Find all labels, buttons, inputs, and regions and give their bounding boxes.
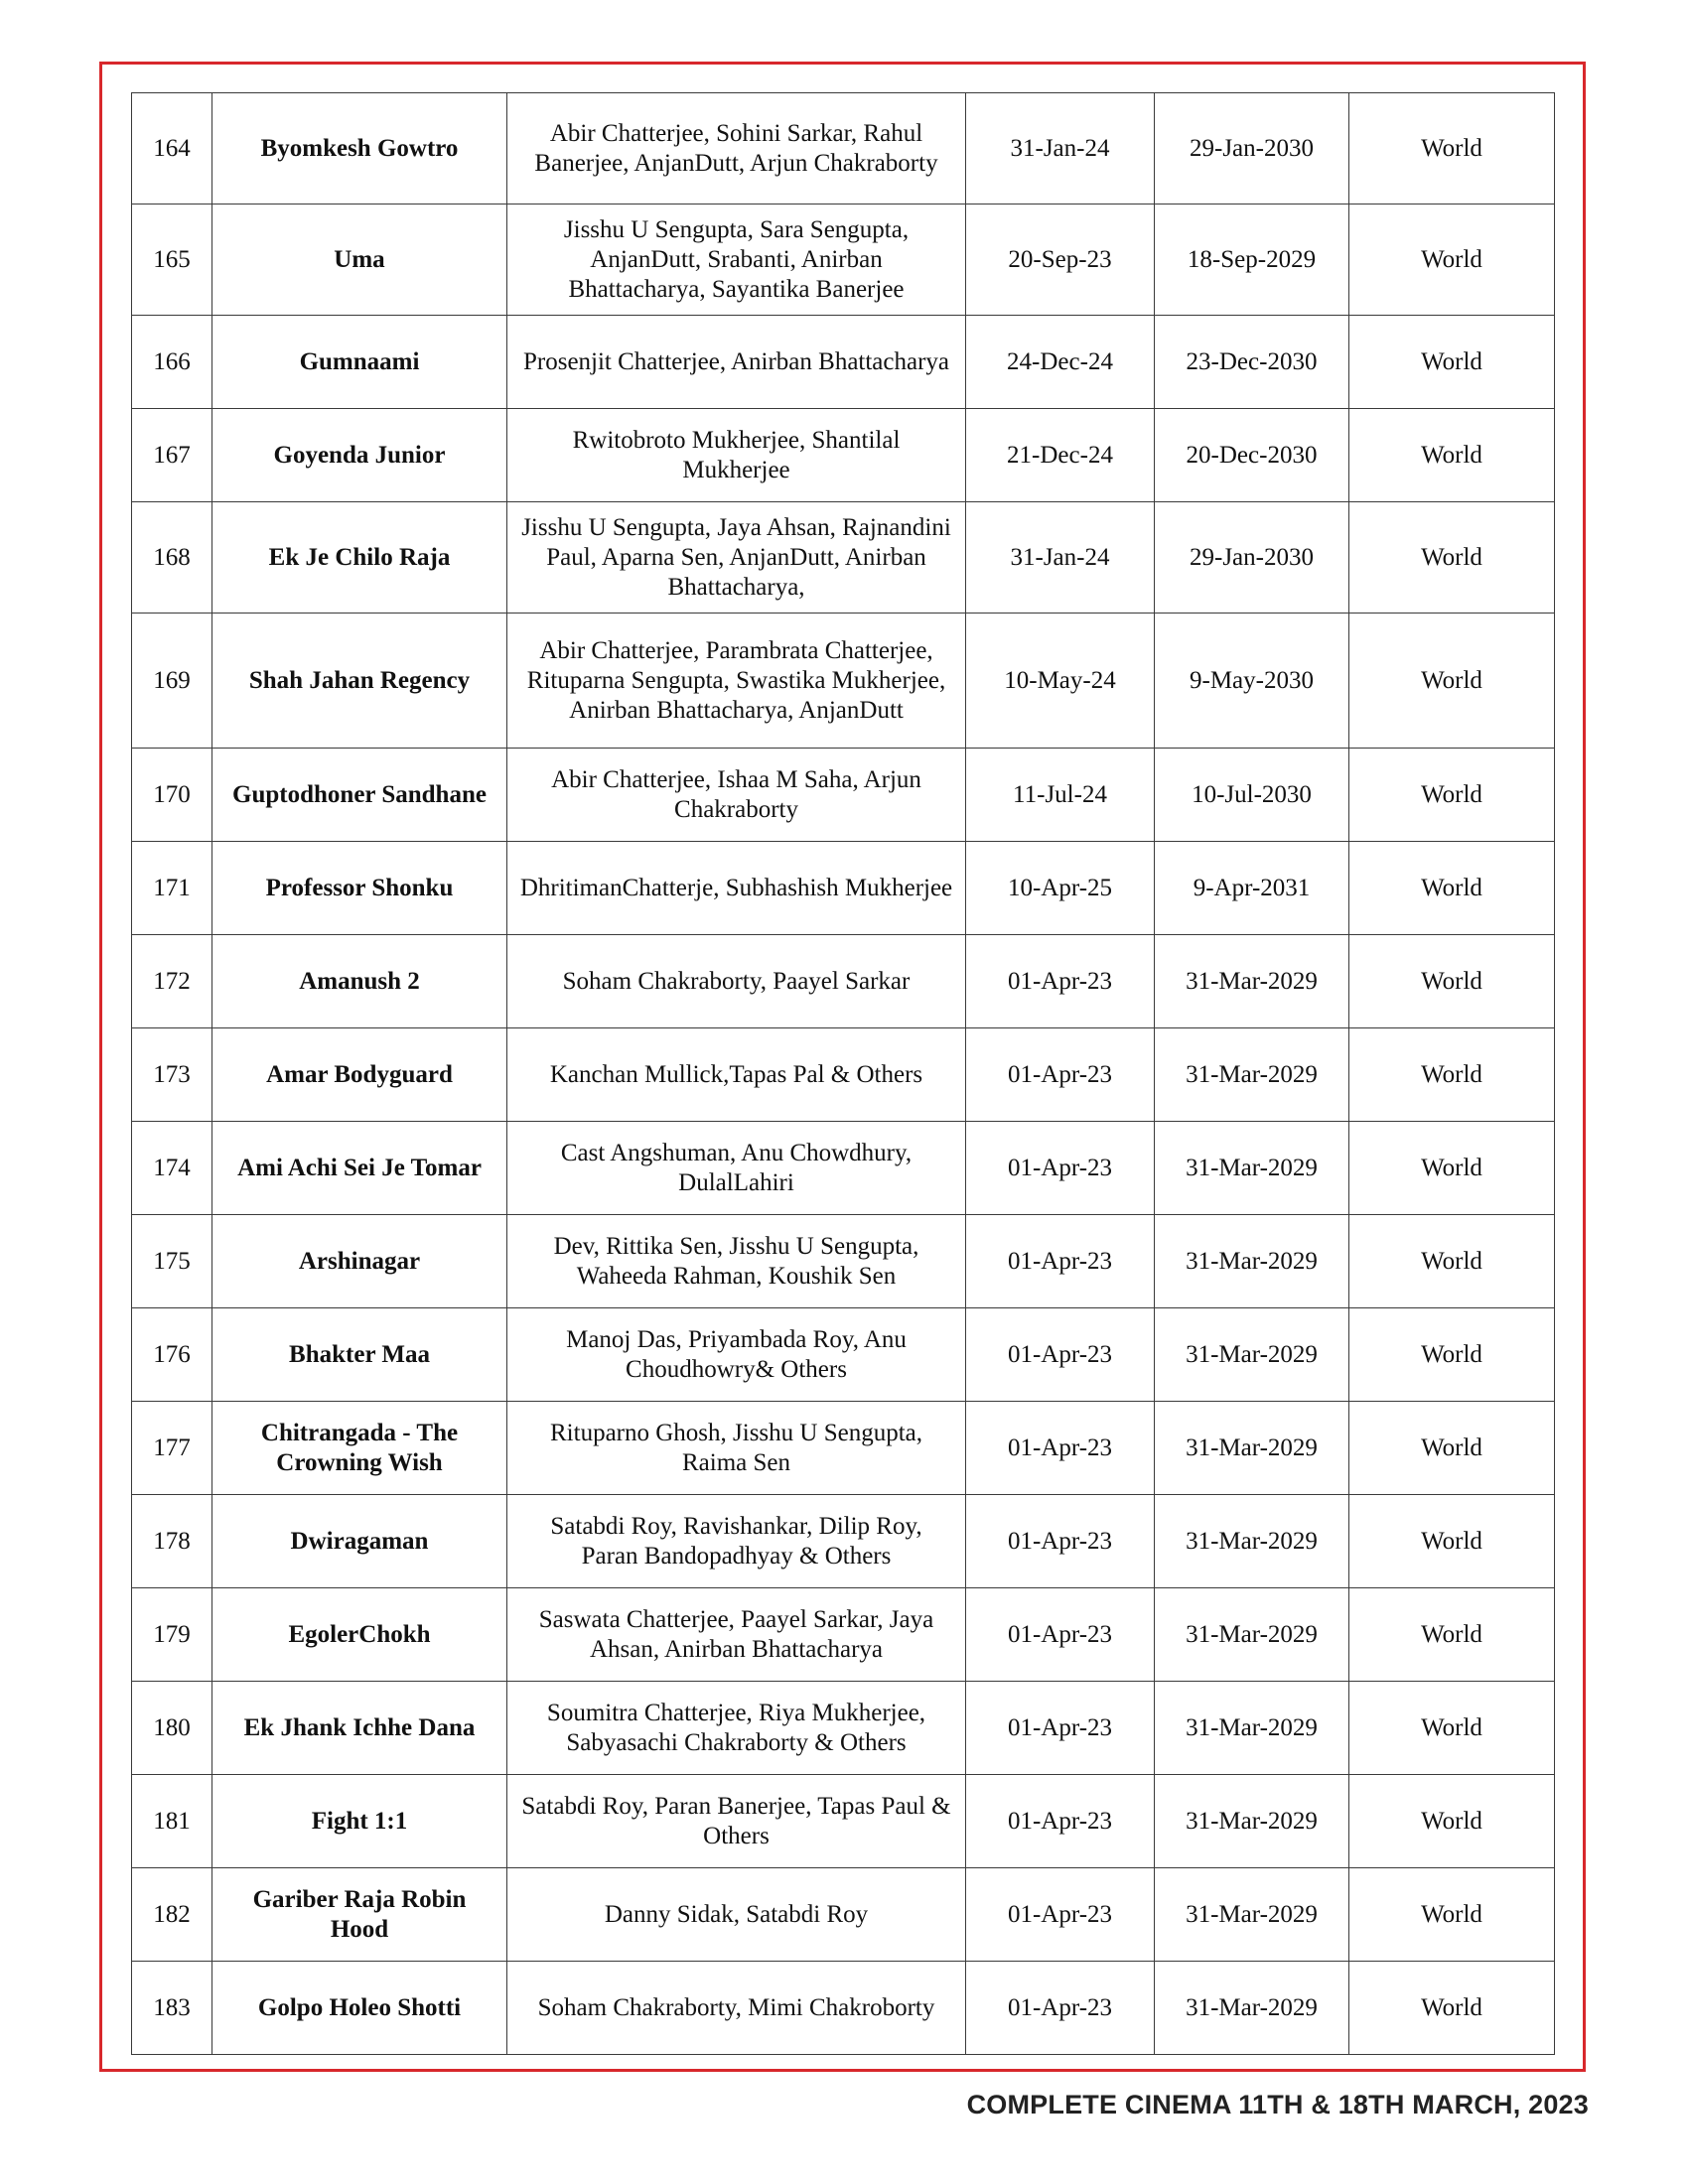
film-cast: Soham Chakraborty, Paayel Sarkar <box>507 935 966 1028</box>
table-row <box>132 1308 1555 1402</box>
territory: World <box>1349 502 1555 614</box>
row-number: 169 <box>132 614 212 749</box>
rights-end-date: 20-Dec-2030 <box>1155 409 1349 502</box>
film-cast: Danny Sidak, Satabdi Roy <box>507 1868 966 1962</box>
film-title: EgolerChokh <box>212 1588 507 1682</box>
row-number: 179 <box>132 1588 212 1682</box>
footer-publication-label: COMPLETE CINEMA 11TH & 18TH MARCH, 2023 <box>966 2090 1589 2119</box>
rights-end-date: 29-Jan-2030 <box>1155 502 1349 614</box>
rights-start-date: 01-Apr-23 <box>966 1775 1155 1868</box>
film-cast: Kanchan Mullick,Tapas Pal & Others <box>507 1028 966 1122</box>
film-cast: Satabdi Roy, Paran Banerjee, Tapas Paul & Others <box>507 1775 966 1868</box>
rights-end-date: 31-Mar-2029 <box>1155 1122 1349 1215</box>
territory: World <box>1349 93 1555 205</box>
rights-start-date: 31-Jan-24 <box>966 93 1155 205</box>
rights-start-date: 24-Dec-24 <box>966 316 1155 409</box>
rights-start-date: 01-Apr-23 <box>966 935 1155 1028</box>
territory: World <box>1349 614 1555 749</box>
rights-start-date: 10-Apr-25 <box>966 842 1155 935</box>
film-cast: Abir Chatterjee, Sohini Sarkar, Rahul Banerjee, AnjanDutt, Arjun Chakraborty <box>507 93 966 205</box>
film-cast: Rwitobroto Mukherjee, Shantilal Mukherjee <box>507 409 966 502</box>
table-row <box>132 1028 1555 1122</box>
row-number: 170 <box>132 749 212 842</box>
table-row <box>132 1215 1555 1308</box>
row-number: 164 <box>132 93 212 205</box>
table-row <box>132 614 1555 749</box>
film-title: Gariber Raja Robin Hood <box>212 1868 507 1962</box>
rights-end-date: 23-Dec-2030 <box>1155 316 1349 409</box>
rights-start-date: 11-Jul-24 <box>966 749 1155 842</box>
film-title: Shah Jahan Regency <box>212 614 507 749</box>
rights-end-date: 31-Mar-2029 <box>1155 1308 1349 1402</box>
table-row <box>132 1962 1555 2055</box>
rights-start-date: 01-Apr-23 <box>966 1402 1155 1495</box>
rights-start-date: 10-May-24 <box>966 614 1155 749</box>
table-row <box>132 1775 1555 1868</box>
rights-start-date: 01-Apr-23 <box>966 1682 1155 1775</box>
film-cast: Jisshu U Sengupta, Sara Sengupta, AnjanDutt, Srabanti, Anirban Bhattacharya, Sayantika Banerjee <box>507 205 966 316</box>
row-number: 171 <box>132 842 212 935</box>
film-title: Amanush 2 <box>212 935 507 1028</box>
table-row <box>132 93 1555 205</box>
film-cast: Soumitra Chatterjee, Riya Mukherjee, Sabyasachi Chakraborty & Others <box>507 1682 966 1775</box>
territory: World <box>1349 749 1555 842</box>
rights-start-date: 31-Jan-24 <box>966 502 1155 614</box>
film-cast: Satabdi Roy, Ravishankar, Dilip Roy, Paran Bandopadhyay & Others <box>507 1495 966 1588</box>
row-number: 180 <box>132 1682 212 1775</box>
rights-start-date: 01-Apr-23 <box>966 1122 1155 1215</box>
film-cast: DhritimanChatterje, Subhashish Mukherjee <box>507 842 966 935</box>
table-row <box>132 935 1555 1028</box>
film-title: Ek Je Chilo Raja <box>212 502 507 614</box>
rights-end-date: 31-Mar-2029 <box>1155 1682 1349 1775</box>
rights-end-date: 31-Mar-2029 <box>1155 1402 1349 1495</box>
row-number: 165 <box>132 205 212 316</box>
table-row <box>132 1868 1555 1962</box>
territory: World <box>1349 935 1555 1028</box>
film-cast: Jisshu U Sengupta, Jaya Ahsan, Rajnandini Paul, Aparna Sen, AnjanDutt, Anirban Bhattacharya, <box>507 502 966 614</box>
row-number: 183 <box>132 1962 212 2055</box>
film-title: Guptodhoner Sandhane <box>212 749 507 842</box>
film-title: Gumnaami <box>212 316 507 409</box>
film-title: Fight 1:1 <box>212 1775 507 1868</box>
row-number: 182 <box>132 1868 212 1962</box>
film-title: Dwiragaman <box>212 1495 507 1588</box>
table-row <box>132 1588 1555 1682</box>
film-cast: Rituparno Ghosh, Jisshu U Sengupta, Raima Sen <box>507 1402 966 1495</box>
film-cast: Cast Angshuman, Anu Chowdhury, DulalLahiri <box>507 1122 966 1215</box>
row-number: 172 <box>132 935 212 1028</box>
territory: World <box>1349 1868 1555 1962</box>
row-number: 175 <box>132 1215 212 1308</box>
territory: World <box>1349 1588 1555 1682</box>
rights-start-date: 20-Sep-23 <box>966 205 1155 316</box>
film-title: Uma <box>212 205 507 316</box>
film-title: Golpo Holeo Shotti <box>212 1962 507 2055</box>
table-row <box>132 1122 1555 1215</box>
film-title: Ami Achi Sei Je Tomar <box>212 1122 507 1215</box>
table-row <box>132 842 1555 935</box>
rights-end-date: 31-Mar-2029 <box>1155 1495 1349 1588</box>
territory: World <box>1349 1682 1555 1775</box>
film-title: Bhakter Maa <box>212 1308 507 1402</box>
rights-end-date: 31-Mar-2029 <box>1155 1775 1349 1868</box>
film-title: Ek Jhank Ichhe Dana <box>212 1682 507 1775</box>
rights-end-date: 9-Apr-2031 <box>1155 842 1349 935</box>
table-row <box>132 205 1555 316</box>
rights-start-date: 01-Apr-23 <box>966 1215 1155 1308</box>
film-title: Amar Bodyguard <box>212 1028 507 1122</box>
row-number: 181 <box>132 1775 212 1868</box>
film-cast: Soham Chakraborty, Mimi Chakroborty <box>507 1962 966 2055</box>
territory: World <box>1349 409 1555 502</box>
rights-start-date: 01-Apr-23 <box>966 1962 1155 2055</box>
rights-end-date: 18-Sep-2029 <box>1155 205 1349 316</box>
table-row <box>132 749 1555 842</box>
table-row <box>132 409 1555 502</box>
rights-end-date: 10-Jul-2030 <box>1155 749 1349 842</box>
film-title: Arshinagar <box>212 1215 507 1308</box>
territory: World <box>1349 1308 1555 1402</box>
film-title: Chitrangada - The Crowning Wish <box>212 1402 507 1495</box>
row-number: 176 <box>132 1308 212 1402</box>
rights-end-date: 29-Jan-2030 <box>1155 93 1349 205</box>
rights-end-date: 31-Mar-2029 <box>1155 1962 1349 2055</box>
rights-start-date: 01-Apr-23 <box>966 1028 1155 1122</box>
film-cast: Abir Chatterjee, Ishaa M Saha, Arjun Chakraborty <box>507 749 966 842</box>
table-row <box>132 1495 1555 1588</box>
film-title: Byomkesh Gowtro <box>212 93 507 205</box>
territory: World <box>1349 1402 1555 1495</box>
film-cast: Manoj Das, Priyambada Roy, Anu Choudhowry& Others <box>507 1308 966 1402</box>
territory: World <box>1349 1962 1555 2055</box>
rights-end-date: 31-Mar-2029 <box>1155 935 1349 1028</box>
table-row <box>132 502 1555 614</box>
territory: World <box>1349 1122 1555 1215</box>
row-number: 168 <box>132 502 212 614</box>
rights-end-date: 31-Mar-2029 <box>1155 1215 1349 1308</box>
row-number: 167 <box>132 409 212 502</box>
row-number: 178 <box>132 1495 212 1588</box>
table-row <box>132 1682 1555 1775</box>
rights-start-date: 21-Dec-24 <box>966 409 1155 502</box>
film-cast: Prosenjit Chatterjee, Anirban Bhattacharya <box>507 316 966 409</box>
rights-end-date: 31-Mar-2029 <box>1155 1588 1349 1682</box>
rights-start-date: 01-Apr-23 <box>966 1308 1155 1402</box>
rights-start-date: 01-Apr-23 <box>966 1588 1155 1682</box>
rights-end-date: 31-Mar-2029 <box>1155 1028 1349 1122</box>
film-title: Goyenda Junior <box>212 409 507 502</box>
territory: World <box>1349 1215 1555 1308</box>
rights-start-date: 01-Apr-23 <box>966 1868 1155 1962</box>
table-row <box>132 316 1555 409</box>
row-number: 174 <box>132 1122 212 1215</box>
film-cast: Dev, Rittika Sen, Jisshu U Sengupta, Waheeda Rahman, Koushik Sen <box>507 1215 966 1308</box>
rights-end-date: 31-Mar-2029 <box>1155 1868 1349 1962</box>
territory: World <box>1349 1495 1555 1588</box>
territory: World <box>1349 1775 1555 1868</box>
territory: World <box>1349 842 1555 935</box>
film-title: Professor Shonku <box>212 842 507 935</box>
film-cast: Abir Chatterjee, Parambrata Chatterjee, Rituparna Sengupta, Swastika Mukherjee, Anirban Bhattacharya, AnjanDutt <box>507 614 966 749</box>
rights-start-date: 01-Apr-23 <box>966 1495 1155 1588</box>
territory: World <box>1349 316 1555 409</box>
film-cast: Saswata Chatterjee, Paayel Sarkar, Jaya Ahsan, Anirban Bhattacharya <box>507 1588 966 1682</box>
territory: World <box>1349 205 1555 316</box>
row-number: 177 <box>132 1402 212 1495</box>
territory: World <box>1349 1028 1555 1122</box>
row-number: 173 <box>132 1028 212 1122</box>
table-row <box>132 1402 1555 1495</box>
rights-end-date: 9-May-2030 <box>1155 614 1349 749</box>
row-number: 166 <box>132 316 212 409</box>
film-rights-table <box>131 92 1555 2055</box>
